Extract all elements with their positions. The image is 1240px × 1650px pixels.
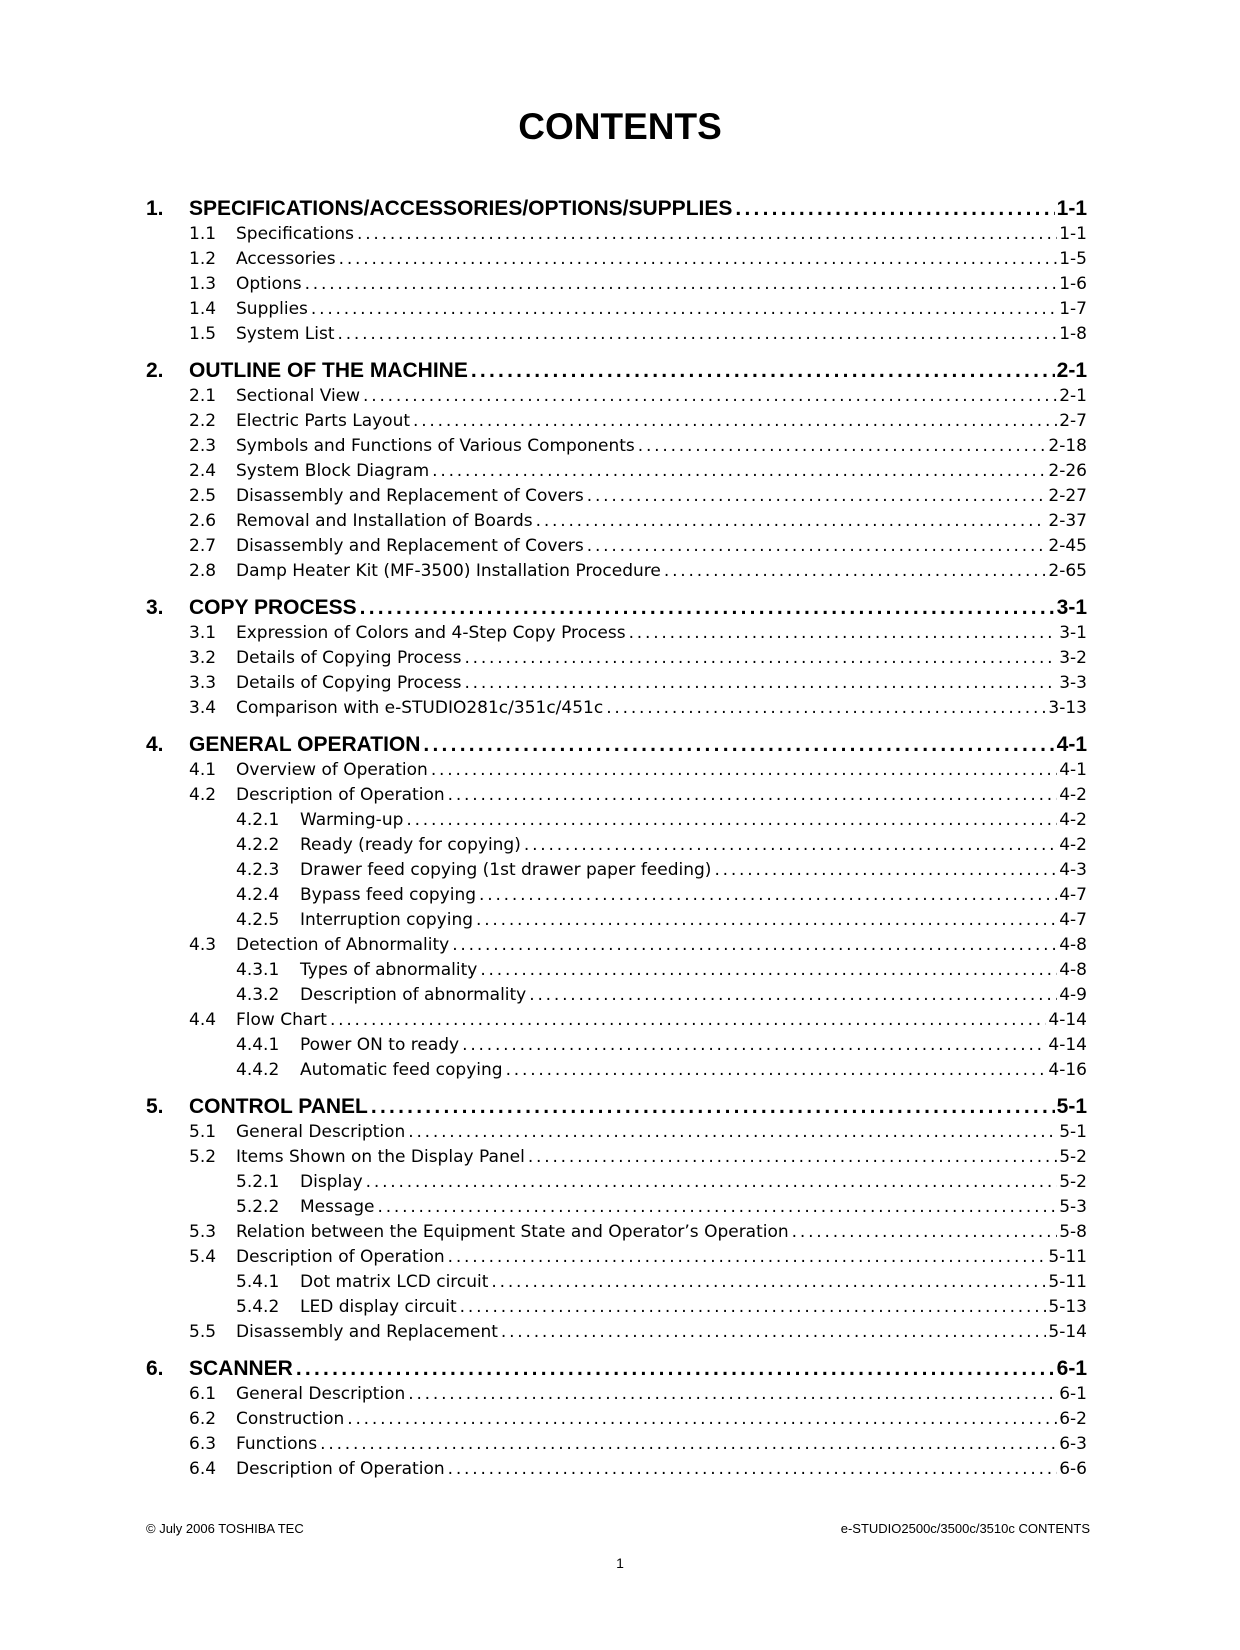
toc-heading: Specifications [236, 224, 355, 244]
toc-number: 3.3 [189, 673, 217, 693]
toc-number: 2.6 [189, 511, 217, 531]
toc-heading: Description of abnormality [300, 985, 527, 1005]
toc-number: 3.4 [189, 698, 217, 718]
dot-leader [327, 1008, 1046, 1033]
toc-number: 3.1 [189, 623, 217, 643]
dot-leader [477, 958, 1057, 983]
toc-heading: General Description [236, 1122, 406, 1142]
dot-leader [357, 595, 1055, 621]
toc-heading: Interruption copying [300, 910, 474, 930]
toc-heading: Relation between the Equipment State and Operator’s Operation [236, 1222, 789, 1242]
dot-leader [732, 196, 1054, 222]
toc-subsection [146, 858, 1087, 883]
toc-section [146, 272, 1087, 297]
dot-leader [468, 358, 1055, 384]
toc-number: 1.3 [189, 274, 217, 294]
toc-subsection [146, 1033, 1087, 1058]
toc-section [146, 459, 1087, 484]
toc-number: 2.4 [189, 461, 217, 481]
toc-subsection [146, 1195, 1087, 1220]
toc-heading: Detection of Abnormality [236, 935, 450, 955]
toc-heading: GENERAL OPERATION [189, 733, 421, 756]
toc-page-number: 4-2 [1059, 810, 1087, 830]
toc-heading: OUTLINE OF THE MACHINE [189, 359, 468, 382]
toc-page-number: 4-1 [1056, 733, 1087, 756]
toc-heading: Description of Operation [236, 1459, 445, 1479]
toc-heading: Sectional View [236, 386, 361, 406]
dot-leader [336, 247, 1058, 272]
dot-leader [335, 322, 1058, 347]
toc-number: 4.2.5 [236, 910, 280, 930]
dot-leader [473, 908, 1057, 933]
toc-chapter [146, 358, 1087, 384]
toc-number: 2.8 [189, 561, 217, 581]
toc-heading: Flow Chart [236, 1010, 327, 1030]
toc-heading: System Block Diagram [236, 461, 430, 481]
dot-leader [461, 646, 1057, 671]
toc-heading: Power ON to ready [300, 1035, 460, 1055]
toc-number: 4.3.2 [236, 985, 280, 1005]
toc-number: 5.4.2 [236, 1297, 280, 1317]
toc-heading: Removal and Installation of Boards [236, 511, 533, 531]
toc-section [146, 247, 1087, 272]
dot-leader [789, 1220, 1058, 1245]
toc-number: 4.2 [189, 785, 217, 805]
toc-number: 6.1 [189, 1384, 217, 1404]
toc-page-number: 5-11 [1048, 1272, 1087, 1292]
toc-heading: Message [300, 1197, 375, 1217]
dot-leader [308, 297, 1057, 322]
toc-heading: Bypass feed copying [300, 885, 477, 905]
toc-number: 5.1 [189, 1122, 217, 1142]
toc-page-number: 4-2 [1059, 785, 1087, 805]
toc-section [146, 1407, 1087, 1432]
toc-section [146, 484, 1087, 509]
toc-chapter [146, 1356, 1087, 1382]
toc-page-number: 4-1 [1059, 760, 1087, 780]
dot-leader [525, 1145, 1057, 1170]
toc-page-number: 6-3 [1059, 1434, 1087, 1454]
toc-heading: Supplies [236, 299, 308, 319]
toc-heading: Functions [236, 1434, 318, 1454]
toc-page-number: 2-18 [1048, 436, 1087, 456]
toc-page-number: 1-5 [1059, 249, 1087, 269]
toc-section [146, 559, 1087, 584]
toc-page-number: 3-1 [1056, 596, 1087, 619]
dot-leader [293, 1356, 1055, 1382]
toc-page-number: 5-13 [1048, 1297, 1087, 1317]
toc-number: 5.2.2 [236, 1197, 280, 1217]
toc-heading: LED display circuit [300, 1297, 457, 1317]
dot-leader [626, 621, 1058, 646]
toc-page-number: 2-37 [1048, 511, 1087, 531]
toc-page-number: 5-3 [1059, 1197, 1087, 1217]
toc-number: 5.2.1 [236, 1172, 280, 1192]
toc-subsection [146, 808, 1087, 833]
dot-leader [405, 1120, 1057, 1145]
toc-page-number: 6-1 [1056, 1357, 1087, 1380]
toc-number: 2.5 [189, 486, 217, 506]
toc-page-number: 2-45 [1048, 536, 1087, 556]
toc-number: 1.1 [189, 224, 217, 244]
toc-section [146, 1382, 1087, 1407]
toc-number: 4.4.1 [236, 1035, 280, 1055]
dot-leader [420, 732, 1054, 758]
toc-number: 6.4 [189, 1459, 217, 1479]
toc-heading: Electric Parts Layout [236, 411, 411, 431]
toc-chapter [146, 1094, 1087, 1120]
toc-section [146, 783, 1087, 808]
dot-leader [661, 559, 1047, 584]
toc-section [146, 1120, 1087, 1145]
toc-number: 5.2 [189, 1147, 217, 1167]
toc-heading: Ready (ready for copying) [300, 835, 521, 855]
dot-leader [317, 1432, 1057, 1457]
dot-leader [445, 1457, 1058, 1482]
toc-page-number: 1-1 [1056, 197, 1087, 220]
toc-number: 4.3 [189, 935, 217, 955]
toc-section [146, 1320, 1087, 1345]
dot-leader [302, 272, 1058, 297]
toc-number: 1.2 [189, 249, 217, 269]
toc-number: 4.2.4 [236, 885, 280, 905]
toc-page-number: 5-14 [1048, 1322, 1087, 1342]
toc-section [146, 646, 1087, 671]
dot-leader [498, 1320, 1047, 1345]
dot-leader [526, 983, 1057, 1008]
dot-leader [533, 509, 1047, 534]
toc-heading: Disassembly and Replacement of Covers [236, 536, 584, 556]
toc-page-number: 2-7 [1059, 411, 1087, 431]
toc-page-number: 4-2 [1059, 835, 1087, 855]
toc-section [146, 1245, 1087, 1270]
dot-leader [459, 1033, 1046, 1058]
toc-page-number: 4-7 [1059, 910, 1087, 930]
toc-number: 5.4.1 [236, 1272, 280, 1292]
toc-number: 4.3.1 [236, 960, 280, 980]
toc-page-number: 2-27 [1048, 486, 1087, 506]
toc-number: 5.5 [189, 1322, 217, 1342]
toc-section [146, 1220, 1087, 1245]
toc-number: 4.2.1 [236, 810, 280, 830]
dot-leader [368, 1094, 1055, 1120]
toc-heading: Automatic feed copying [300, 1060, 503, 1080]
toc-section [146, 1457, 1087, 1482]
toc-page-number: 5-1 [1059, 1122, 1087, 1142]
toc-heading: Options [236, 274, 302, 294]
toc-number: 1. [146, 197, 164, 220]
dot-leader [403, 808, 1057, 833]
toc-subsection [146, 1270, 1087, 1295]
toc-page-number: 1-7 [1059, 299, 1087, 319]
toc-heading: Description of Operation [236, 785, 445, 805]
toc-section [146, 621, 1087, 646]
dot-leader [344, 1407, 1057, 1432]
toc-page-number: 4-16 [1048, 1060, 1087, 1080]
toc-page-number: 3-2 [1059, 648, 1087, 668]
toc-section [146, 509, 1087, 534]
toc-section [146, 696, 1087, 721]
dot-leader [449, 933, 1057, 958]
toc-heading: Construction [236, 1409, 345, 1429]
dot-leader [410, 409, 1057, 434]
toc-number: 2.7 [189, 536, 217, 556]
toc-section [146, 409, 1087, 434]
toc-section [146, 434, 1087, 459]
toc-section [146, 671, 1087, 696]
toc-number: 6. [146, 1357, 164, 1380]
toc-number: 5.3 [189, 1222, 217, 1242]
dot-leader [429, 459, 1046, 484]
toc-page-number: 4-14 [1048, 1035, 1087, 1055]
toc-heading: CONTROL PANEL [189, 1095, 368, 1118]
toc-number: 4.2.2 [236, 835, 280, 855]
toc-number: 6.3 [189, 1434, 217, 1454]
toc-section [146, 322, 1087, 347]
toc-section [146, 297, 1087, 322]
toc-chapter [146, 196, 1087, 222]
toc-section [146, 1432, 1087, 1457]
table-of-contents [146, 196, 1087, 1482]
toc-number: 1.5 [189, 324, 217, 344]
toc-heading: Display [300, 1172, 363, 1192]
dot-leader [476, 883, 1057, 908]
page-title: CONTENTS [518, 106, 722, 147]
dot-leader [457, 1295, 1047, 1320]
dot-leader [603, 696, 1046, 721]
dot-leader [428, 758, 1057, 783]
toc-number: 2.3 [189, 436, 217, 456]
toc-heading: System List [236, 324, 335, 344]
toc-heading: COPY PROCESS [189, 596, 357, 619]
toc-subsection [146, 1295, 1087, 1320]
toc-section [146, 1145, 1087, 1170]
toc-subsection [146, 958, 1087, 983]
toc-page-number: 2-1 [1059, 386, 1087, 406]
toc-subsection [146, 883, 1087, 908]
toc-number: 3. [146, 596, 164, 619]
dot-leader [405, 1382, 1057, 1407]
toc-page-number: 2-26 [1048, 461, 1087, 481]
toc-section [146, 1008, 1087, 1033]
toc-number: 5. [146, 1095, 164, 1118]
toc-page-number: 5-2 [1059, 1172, 1087, 1192]
toc-heading: Overview of Operation [236, 760, 428, 780]
toc-number: 2. [146, 359, 164, 382]
toc-number: 2.2 [189, 411, 217, 431]
toc-number: 4.4 [189, 1010, 217, 1030]
toc-number: 1.4 [189, 299, 217, 319]
dot-leader [445, 783, 1058, 808]
toc-heading: Warming-up [300, 810, 404, 830]
toc-heading: General Description [236, 1384, 406, 1404]
dot-leader [360, 384, 1057, 409]
toc-subsection [146, 1058, 1087, 1083]
toc-page-number: 6-2 [1059, 1409, 1087, 1429]
toc-heading: Details of Copying Process [236, 673, 462, 693]
toc-section [146, 222, 1087, 247]
toc-section [146, 534, 1087, 559]
toc-page-number: 5-11 [1048, 1247, 1087, 1267]
toc-page-number: 5-2 [1059, 1147, 1087, 1167]
toc-page-number: 3-3 [1059, 673, 1087, 693]
toc-heading: Expression of Colors and 4-Step Copy Process [236, 623, 626, 643]
toc-page-number: 4-7 [1059, 885, 1087, 905]
toc-page-number: 1-1 [1059, 224, 1087, 244]
toc-number: 4.1 [189, 760, 217, 780]
toc-heading: Damp Heater Kit (MF-3500) Installation Procedure [236, 561, 661, 581]
toc-number: 3.2 [189, 648, 217, 668]
toc-heading: Types of abnormality [300, 960, 478, 980]
dot-leader [521, 833, 1057, 858]
toc-heading: Drawer feed copying (1st drawer paper feeding) [300, 860, 712, 880]
toc-number: 2.1 [189, 386, 217, 406]
footer-copyright: © July 2006 TOSHIBA TEC [146, 1521, 304, 1536]
dot-leader [503, 1058, 1047, 1083]
dot-leader [584, 484, 1047, 509]
footer-document-title: e-STUDIO2500c/3500c/3510c CONTENTS [840, 1521, 1090, 1536]
dot-leader [461, 671, 1057, 696]
toc-heading: Disassembly and Replacement of Covers [236, 486, 584, 506]
toc-section [146, 758, 1087, 783]
toc-subsection [146, 1170, 1087, 1195]
dot-leader [363, 1170, 1058, 1195]
toc-page-number: 4-8 [1059, 960, 1087, 980]
toc-page-number: 4-14 [1048, 1010, 1087, 1030]
toc-heading: Items Shown on the Display Panel [236, 1147, 525, 1167]
toc-subsection [146, 983, 1087, 1008]
toc-number: 4.4.2 [236, 1060, 280, 1080]
dot-leader [584, 534, 1047, 559]
toc-section [146, 933, 1087, 958]
toc-page-number: 1-6 [1059, 274, 1087, 294]
toc-heading: Symbols and Functions of Various Components [236, 436, 635, 456]
toc-heading: Disassembly and Replacement [236, 1322, 498, 1342]
toc-page-number: 4-9 [1059, 985, 1087, 1005]
toc-heading: Dot matrix LCD circuit [300, 1272, 489, 1292]
toc-heading: Accessories [236, 249, 336, 269]
toc-section [146, 384, 1087, 409]
dot-leader [354, 222, 1057, 247]
toc-page-number: 5-1 [1056, 1095, 1087, 1118]
toc-page-number: 3-1 [1059, 623, 1087, 643]
toc-page-number: 2-1 [1056, 359, 1087, 382]
toc-subsection [146, 908, 1087, 933]
toc-subsection [146, 833, 1087, 858]
toc-heading: Description of Operation [236, 1247, 445, 1267]
page-number: 1 [616, 1555, 624, 1571]
toc-heading: Comparison with e-STUDIO281c/351c/451c [236, 698, 604, 718]
toc-page-number: 5-8 [1059, 1222, 1087, 1242]
toc-number: 6.2 [189, 1409, 217, 1429]
toc-page-number: 3-13 [1048, 698, 1087, 718]
toc-number: 4.2.3 [236, 860, 280, 880]
toc-number: 4. [146, 733, 164, 756]
toc-page-number: 6-1 [1059, 1384, 1087, 1404]
toc-page-number: 4-8 [1059, 935, 1087, 955]
toc-page-number: 4-3 [1059, 860, 1087, 880]
toc-heading: SPECIFICATIONS/ACCESSORIES/OPTIONS/SUPPLIES [189, 197, 733, 220]
dot-leader [711, 858, 1057, 883]
dot-leader [635, 434, 1047, 459]
toc-page-number: 6-6 [1059, 1459, 1087, 1479]
toc-heading: SCANNER [189, 1357, 293, 1380]
toc-chapter [146, 732, 1087, 758]
dot-leader [445, 1245, 1047, 1270]
toc-number: 5.4 [189, 1247, 217, 1267]
toc-chapter [146, 595, 1087, 621]
toc-heading: Details of Copying Process [236, 648, 462, 668]
dot-leader [375, 1195, 1058, 1220]
dot-leader [488, 1270, 1046, 1295]
toc-page-number: 1-8 [1059, 324, 1087, 344]
toc-page-number: 2-65 [1048, 561, 1087, 581]
